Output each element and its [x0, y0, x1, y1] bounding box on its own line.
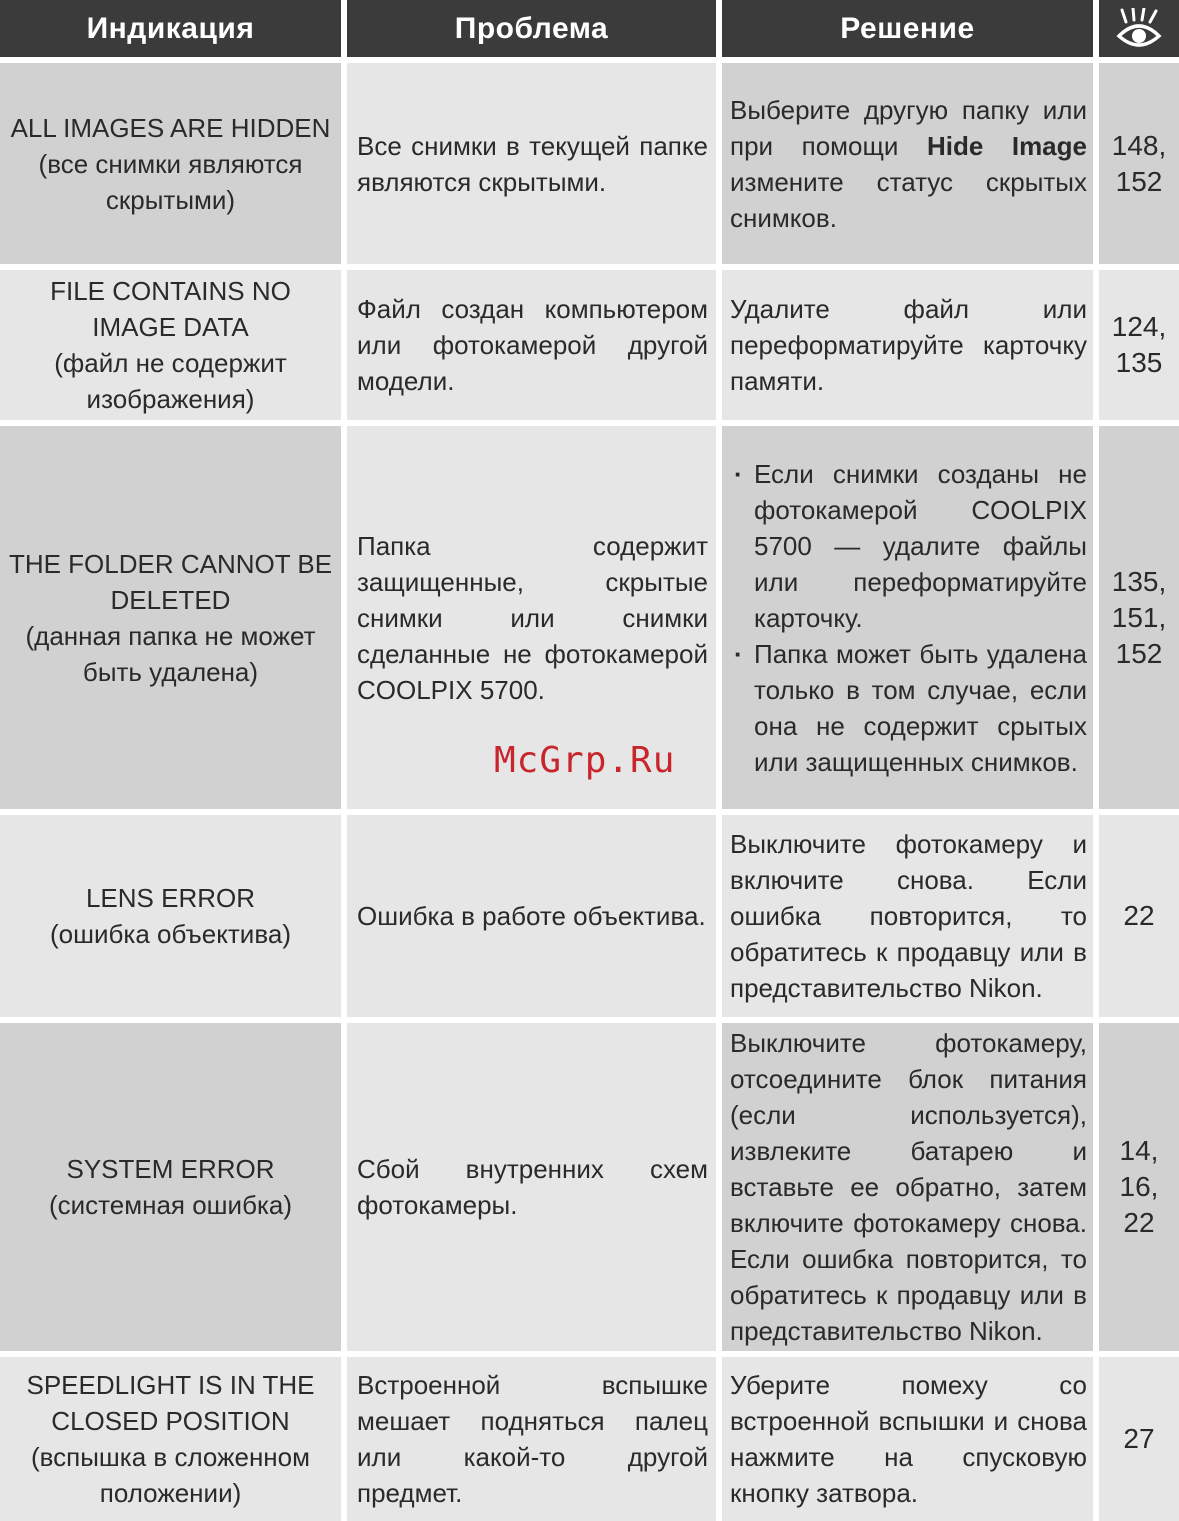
table-row-problem: Ошибка в работе объектива. [347, 815, 716, 1017]
header-indication: Индикация [0, 0, 341, 57]
table-row-solution: Выключите фотокамеру, отсоедините блок питания (если используется), извлеките батарею и вставьте ее обратно, затем включите фотокамеру снова. Если ошибка повторится, то обратитесь к продавцу или в представительство Nikon. [722, 1023, 1093, 1351]
table-row-problem: Все снимки в текущей папке являются скрытыми. [347, 63, 716, 264]
table-row-pages: 135, 151, 152 [1099, 426, 1179, 809]
table-row-indication: FILE CONTAINS NO IMAGE DATA (файл не содержит изображения) [0, 270, 341, 420]
table-row-solution: Выключите фотокамеру и включите снова. Если ошибка повторится, то обратитесь к продавцу или в представительство Nikon. [722, 815, 1093, 1017]
table-row-indication: THE FOLDER CANNOT BE DELETED (данная папка не может быть удалена) [0, 426, 341, 809]
watermark: McGrp.Ru [494, 740, 676, 781]
list-item: · Папка может быть удалена только в том случае, если она не содержит срытых или защищенных снимков. [730, 636, 1087, 780]
eye-page-reference-icon [1116, 8, 1162, 50]
table-row-pages: 148, 152 [1099, 63, 1179, 264]
table-row-problem: Встроенной вспышке мешает подняться палец или какой-то другой предмет. [347, 1357, 716, 1521]
table-row-problem: Файл создан компьютером или фотокамерой другой модели. [347, 270, 716, 420]
table-row-problem: Сбой внутренних схем фотокамеры. [347, 1023, 716, 1351]
header-solution: Решение [722, 0, 1093, 57]
table-row-solution [722, 426, 1093, 809]
solution-bullet-list [730, 456, 1087, 780]
table-row-pages: 124, 135 [1099, 270, 1179, 420]
table-row-pages: 14, 16, 22 [1099, 1023, 1179, 1351]
list-item: · Если снимки созданы не фотокамерой COOLPIX 5700 — удалите файлы или переформатируйте карточку. [730, 456, 1087, 636]
table-row-pages: 22 [1099, 815, 1179, 1017]
table-row-indication: SPEEDLIGHT IS IN THE CLOSED POSITION (вспышка в сложенном положении) [0, 1357, 341, 1521]
table-row-indication: SYSTEM ERROR (системная ошибка) [0, 1023, 341, 1351]
table-row-problem: Папка содержит защищенные, скрытые снимки или снимки сделанные не фотокамерой COOLPIX 5700. [347, 426, 716, 809]
table-row-pages: 27 [1099, 1357, 1179, 1521]
table-row-indication: LENS ERROR (ошибка объектива) [0, 815, 341, 1017]
header-problem: Проблема [347, 0, 716, 57]
table-row-indication: ALL IMAGES ARE HIDDEN (все снимки являются скрытыми) [0, 63, 341, 264]
table-row-solution: Удалите файл или переформатируйте карточку памяти. [722, 270, 1093, 420]
header-page-reference [1099, 0, 1179, 57]
table-row-solution: Уберите помеху со встроенной вспышки и снова нажмите на спусковую кнопку затвора. [722, 1357, 1093, 1521]
table-row-solution: Выберите другую папку или при помощи Hide Image измените статус скрытых снимков. [722, 63, 1093, 264]
